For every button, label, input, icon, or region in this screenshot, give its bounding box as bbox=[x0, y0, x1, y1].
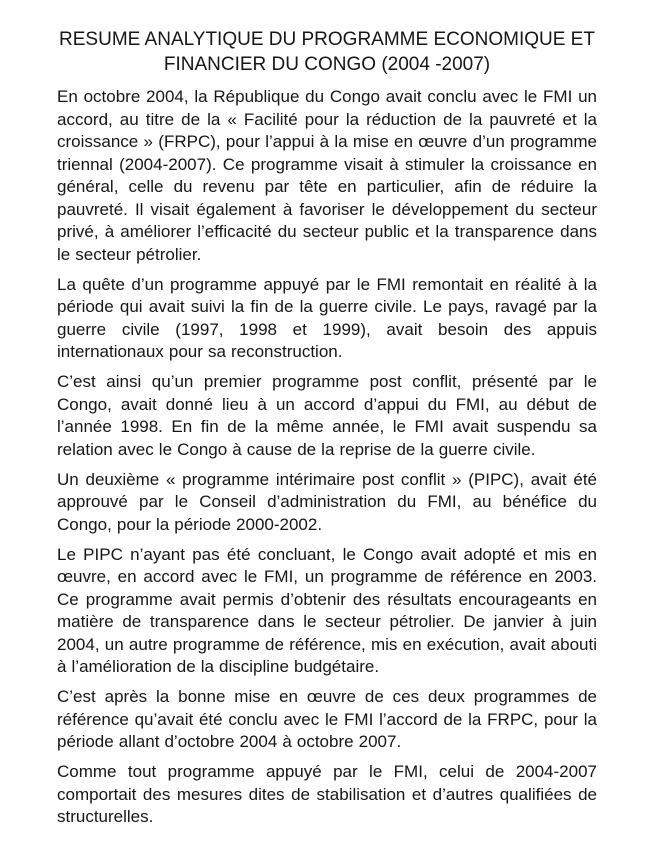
paragraph: Un deuxième « programme intérimaire post conflit » (PIPC), avait été approuvé par le Conseil d’administration du FMI, au bénéfice du Congo, pour la période 2000-2002. bbox=[57, 469, 597, 534]
paragraph: La quête d’un programme appuyé par le FMI remontait en réalité à la période qui avait suivi la fin de la guerre civile. Le pays, ravagé par la guerre civile (1997, 1998 et 1999), avait besoin des appuis internationaux pour sa reconstruction. bbox=[57, 274, 597, 361]
document-body bbox=[57, 86, 597, 829]
paragraph: En octobre 2004, la République du Congo avait conclu avec le FMI un accord, au titre de la « Facilité pour la réduction de la pauvreté et la croissance » (FRPC), pour l’appui à la mise en œuvre d’un programme triennal (2004-2007). Ce programme visait à stimuler la croissance en général, celle du revenu par tête en particulier, afin de réduire la pauvreté. Il visait également à favoriser le développement du secteur privé, à améliorer l’efficacité du secteur public et la transparence dans le secteur pétrolier. bbox=[57, 87, 597, 264]
document-title: RESUME ANALYTIQUE DU PROGRAMME ECONOMIQUE ET FINANCIER DU CONGO (2004 -2007) bbox=[59, 29, 595, 75]
paragraph: Le PIPC n’ayant pas été concluant, le Congo avait adopté et mis en œuvre, en accord avec le FMI, un programme de référence en 2003. Ce programme avait permis d’obtenir des résultats encourageants en matière de transparence dans le secteur pétrolier. De janvier à juin 2004, un autre programme de référence, mis en exécution, avait abouti à l’amélioration de la discipline budgétaire. bbox=[57, 544, 597, 676]
paragraph: Comme tout programme appuyé par le FMI, celui de 2004-2007 comportait des mesures dites de stabilisation et d’autres qualifiées de structurelles. bbox=[57, 762, 597, 826]
paragraph: C’est ainsi qu’un premier programme post conflit, présenté par le Congo, avait donné lieu à un accord d’appui du FMI, au début de l’année 1998. En fin de la même année, le FMI avait suspendu sa relation avec le Congo à cause de la reprise de la guerre civile. bbox=[57, 372, 597, 459]
paragraph: C’est après la bonne mise en œuvre de ces deux programmes de référence qu’avait été conclu avec le FMI l’accord de la FRPC, pour la période allant d’octobre 2004 à octobre 2007. bbox=[57, 687, 597, 751]
